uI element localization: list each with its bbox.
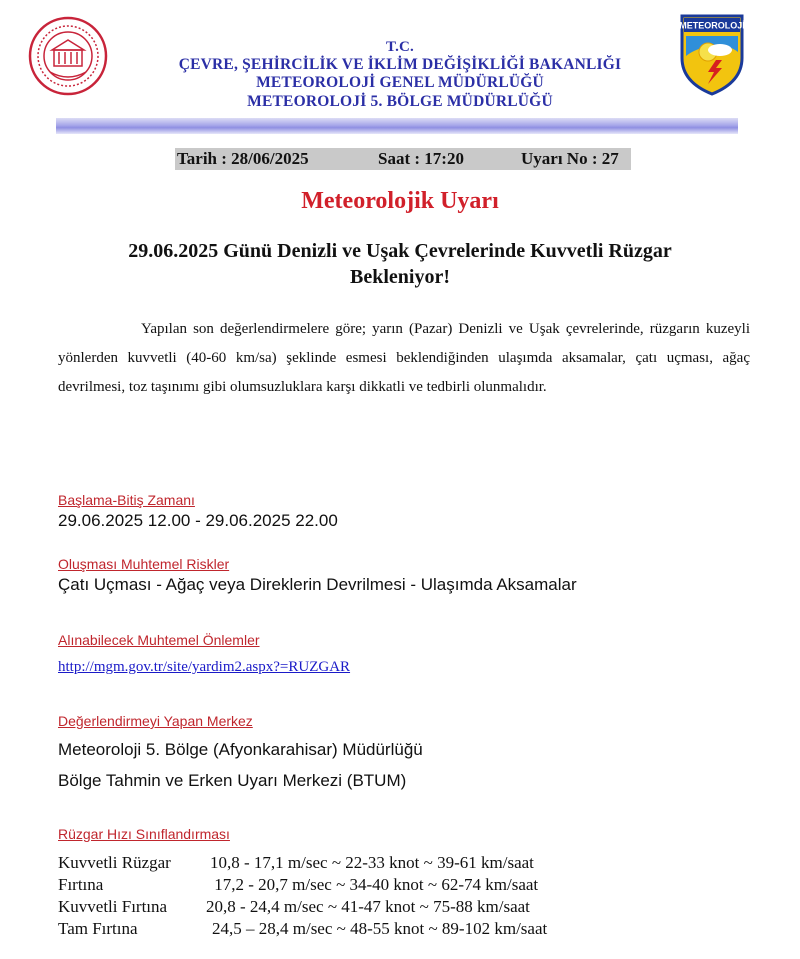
time-value: 29.06.2025 12.00 - 29.06.2025 22.00: [58, 511, 338, 530]
header-regional-directorate: METEOROLOJİ 5. BÖLGE MÜDÜRLÜĞÜ: [247, 93, 553, 110]
header-ministry: ÇEVRE, ŞEHİRCİLİK VE İKLİM DEĞİŞİKLİĞİ BAKANLIĞI: [178, 56, 622, 73]
wind-class-name: Fırtına: [58, 875, 104, 894]
header-divider-bar: [56, 118, 738, 134]
header-general-directorate: METEOROLOJİ GENEL MÜDÜRLÜĞÜ: [256, 74, 544, 91]
measures-link[interactable]: http://mgm.gov.tr/site/yardim2.aspx?=RUZGAR: [58, 659, 351, 675]
wind-class-range: 17,2 - 20,7 m/sec ~ 34-40 knot ~ 62-74 km/saat: [210, 875, 539, 894]
center-unit: Bölge Tahmin ve Erken Uyarı Merkezi (BTUM): [58, 771, 407, 790]
wind-row: [58, 875, 538, 895]
risks-value: Çatı Uçması - Ağaç veya Direklerin Devrilmesi - Ulaşımda Aksamalar: [58, 575, 577, 594]
wind-class-name: Tam Fırtına: [58, 919, 138, 938]
wind-class-range: 10,8 - 17,1 m/sec ~ 22-33 knot ~ 39-61 km/saat: [210, 853, 534, 872]
warning-number: Uyarı No : 27: [521, 149, 619, 168]
center-label: Değerlendirmeyi Yapan Merkez: [58, 713, 253, 729]
issue-time: Saat : 17:20: [378, 149, 464, 168]
wind-row: [58, 897, 530, 917]
document-title: Meteorolojik Uyarı: [301, 188, 499, 214]
center-name: Meteoroloji 5. Bölge (Afyonkarahisar) Müdürlüğü: [58, 740, 423, 759]
issue-date: Tarih : 28/06/2025: [177, 149, 309, 168]
wind-class-name: Kuvvetli Fırtına: [58, 897, 168, 916]
time-label: Başlama-Bitiş Zamanı: [58, 492, 195, 508]
wind-row: [58, 853, 534, 873]
wind-row: [58, 919, 547, 939]
warning-body-text: Yapılan son değerlendirmelere göre; yarın (Pazar) Denizli ve Uşak çevrelerinde, rüzgarın kuzeyli yönlerden kuvvetli (40-60 km/sa) şeklinde esmesi beklendiğinden ulaşımda aksamalar, çatı uçması, ağaç devrilmesi, toz taşınımı gibi olumsuzluklara karşı dikkatli ve tedbirli olunmalıdır.: [58, 321, 750, 395]
measures-label: Alınabilecek Muhtemel Önlemler: [58, 632, 260, 648]
wind-class-name: Kuvvetli Rüzgar: [58, 853, 171, 872]
header-tc: T.C.: [385, 39, 415, 55]
warning-headline: 29.06.2025 Günü Denizli ve Uşak Çevrelerinde Kuvvetli Rüzgar Bekleniyor!: [128, 240, 672, 288]
svg-text:METEOROLOJİ: METEOROLOJİ: [679, 20, 745, 31]
warning-body: [58, 315, 750, 402]
wind-label: Rüzgar Hızı Sınıflandırması: [58, 826, 230, 842]
wind-class-range: 24,5 – 28,4 m/sec ~ 48-55 knot ~ 89-102 km/saat: [212, 919, 548, 938]
meta-bar: [175, 148, 631, 170]
risks-label: Oluşması Muhtemel Riskler: [58, 556, 230, 572]
meteoroloji-logo-icon: [678, 12, 746, 96]
wind-class-range: 20,8 - 24,4 m/sec ~ 41-47 knot ~ 75-88 km/saat: [206, 897, 530, 916]
